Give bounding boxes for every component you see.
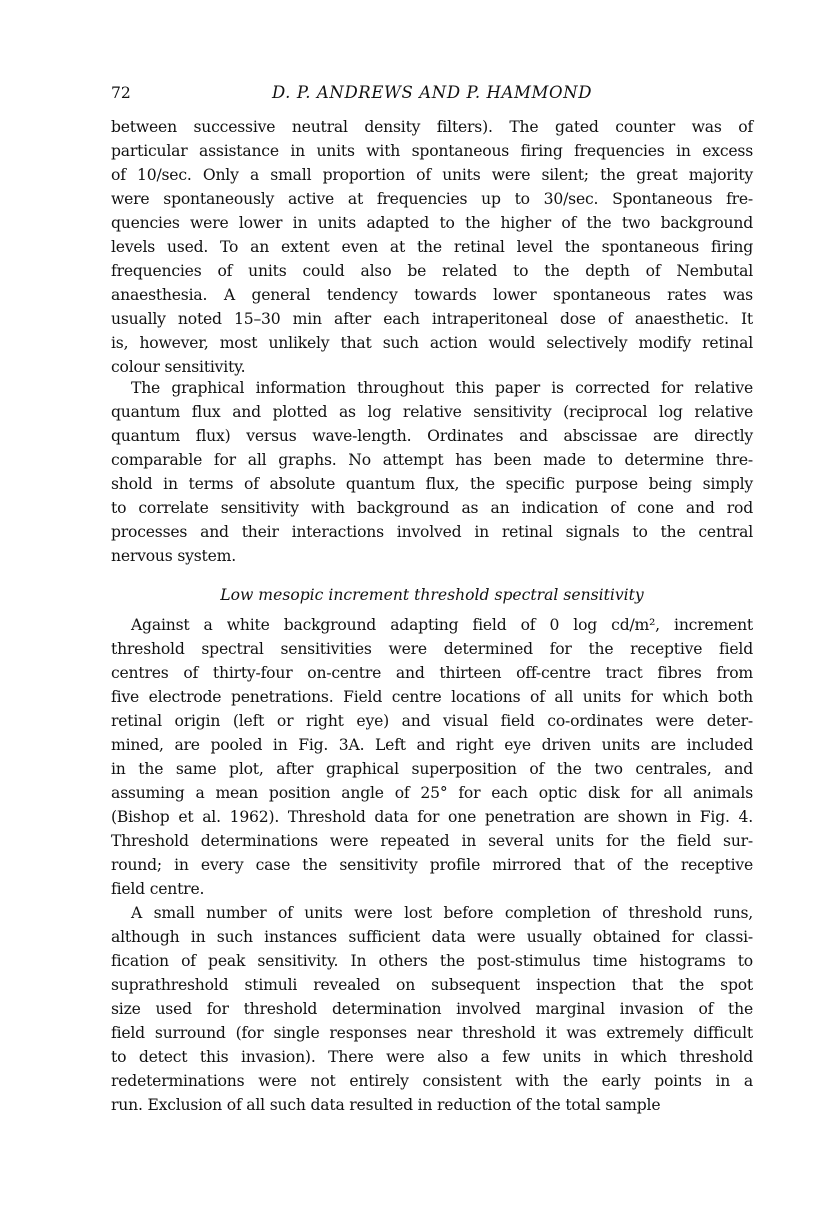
text-line: quencies were lower in units adapted to the higher of the two background xyxy=(111,214,753,232)
paragraph xyxy=(111,115,753,379)
text-line: to correlate sensitivity with background as an indication of cone and rod xyxy=(111,499,753,517)
text-line: A small number of units were lost before completion of threshold runs, xyxy=(131,904,753,922)
running-title: D. P. ANDREWS AND P. HAMMOND xyxy=(271,83,593,102)
text-line: of 10/sec. Only a small proportion of units were silent; the great majority xyxy=(111,166,753,184)
text-line: were spontaneously active at frequencies up to 30/sec. Spontaneous fre- xyxy=(111,190,753,208)
text-line: centres of thirty-four on-centre and thirteen off-centre tract fibres from xyxy=(111,664,753,682)
text-line: round; in every case the sensitivity profile mirrored that of the receptive xyxy=(111,856,753,874)
text-line: in the same plot, after graphical superposition of the two centrales, and xyxy=(111,760,753,778)
text-line: anaesthesia. A general tendency towards lower spontaneous rates was xyxy=(111,286,753,304)
text-line: run. Exclusion of all such data resulted in reduction of the total sample xyxy=(111,1096,661,1114)
text-line: to detect this invasion). There were also a few units in which threshold xyxy=(111,1048,753,1066)
text-line: particular assistance in units with spontaneous firing frequencies in excess xyxy=(111,142,753,160)
page-number: 72 xyxy=(111,84,131,102)
text-line: between successive neutral density filters). The gated counter was of xyxy=(111,118,753,136)
text-line: colour sensitivity. xyxy=(111,358,246,376)
text-line: retinal origin (left or right eye) and visual field co-ordinates were deter- xyxy=(111,712,753,730)
text-line: usually noted 15–30 min after each intraperitoneal dose of anaesthetic. It xyxy=(111,310,753,328)
text-line: shold in terms of absolute quantum flux, the specific purpose being simply xyxy=(111,475,753,493)
text-line: comparable for all graphs. No attempt has been made to determine thre- xyxy=(111,451,753,469)
text-line: threshold spectral sensitivities were determined for the receptive field xyxy=(111,640,753,658)
text-line: is, however, most unlikely that such action would selectively modify retinal xyxy=(111,334,753,352)
running-header xyxy=(111,81,753,105)
paragraph xyxy=(111,613,753,901)
text-line: mined, are pooled in Fig. 3A. Left and right eye driven units are included xyxy=(111,736,753,754)
paragraph xyxy=(111,376,753,568)
text-line: (Bishop et al. 1962). Threshold data for one penetration are shown in Fig. 4. xyxy=(111,808,753,826)
text-line: field surround (for single responses near threshold it was extremely difficult xyxy=(111,1024,753,1042)
text-line: redeterminations were not entirely consistent with the early points in a xyxy=(111,1072,753,1090)
text-line: size used for threshold determination involved marginal invasion of the xyxy=(111,1000,753,1018)
text-line: five electrode penetrations. Field centre locations of all units for which both xyxy=(111,688,753,706)
text-line: frequencies of units could also be related to the depth of Nembutal xyxy=(111,262,753,280)
section-heading: Low mesopic increment threshold spectral sensitivity xyxy=(220,586,644,604)
text-line: field centre. xyxy=(111,880,205,898)
text-line: fication of peak sensitivity. In others the post-stimulus time histograms to xyxy=(111,952,753,970)
text-line: suprathreshold stimuli revealed on subsequent inspection that the spot xyxy=(111,976,753,994)
text-line: nervous system. xyxy=(111,547,236,565)
text-line: processes and their interactions involved in retinal signals to the central xyxy=(111,523,753,541)
text-line: levels used. To an extent even at the retinal level the spontaneous firing xyxy=(111,238,753,256)
text-line: Against a white background adapting field of 0 log cd/m², increment xyxy=(131,616,753,634)
text-line: quantum flux) versus wave-length. Ordinates and abscissae are directly xyxy=(111,427,753,445)
text-line: although in such instances sufficient data were usually obtained for classi- xyxy=(111,928,753,946)
text-line: quantum flux and plotted as log relative sensitivity (reciprocal log relative xyxy=(111,403,753,421)
text-line: Threshold determinations were repeated in several units for the field sur- xyxy=(111,832,753,850)
text-line: The graphical information throughout this paper is corrected for relative xyxy=(131,379,753,397)
paragraph xyxy=(111,901,753,1117)
text-line: assuming a mean position angle of 25° for each optic disk for all animals xyxy=(111,784,753,802)
